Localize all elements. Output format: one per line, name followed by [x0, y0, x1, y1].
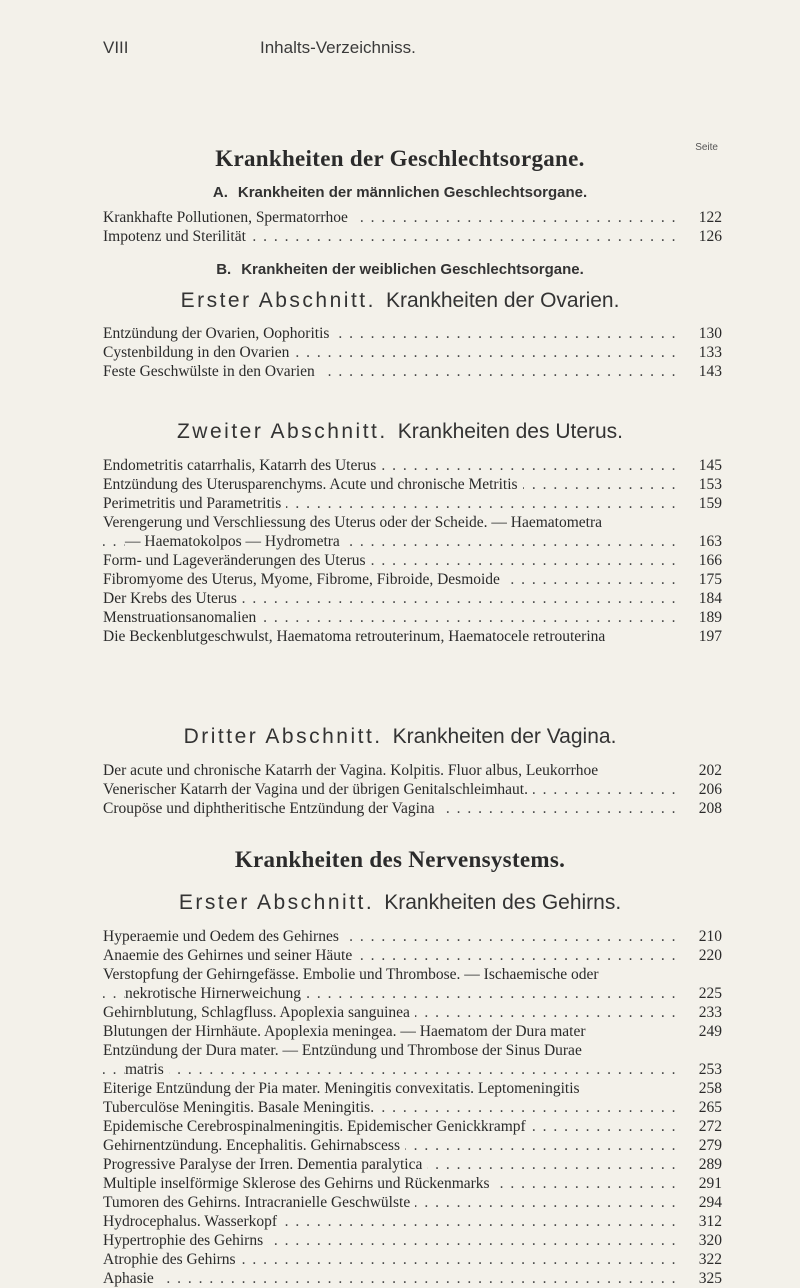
toc-entry: [103, 1250, 722, 1269]
toc-entry-page: 175: [698, 571, 722, 588]
toc-entry-text: Progressive Paralyse der Irren. Dementia paralytica: [103, 1156, 427, 1173]
toc-entry: [103, 608, 722, 627]
toc-entry-page: 220: [698, 947, 722, 964]
toc-entry-page: 206: [698, 781, 722, 798]
abschnitt-title: Krankheiten der Ovarien.: [385, 289, 620, 312]
toc-entry-text: Anaemie des Gehirnes und seiner Häute: [103, 947, 357, 964]
toc-entry: [103, 1022, 722, 1041]
toc-entry-page: 294: [698, 1194, 722, 1211]
toc-entry-text: Tuberculöse Meningitis. Basale Meningitis.: [103, 1099, 379, 1116]
abschnitt-heading-uterus: [0, 420, 800, 444]
toc-entry: [103, 1117, 722, 1136]
toc-entry-text: Form- und Lageveränderungen des Uterus: [103, 552, 371, 569]
toc-entry-text: Atrophie des Gehirns: [103, 1251, 241, 1268]
toc-entry: [103, 570, 722, 589]
toc-entry-text: Entzündung des Uterusparenchyms. Acute und chronische Metritis: [103, 476, 523, 493]
toc-entry: [103, 1174, 722, 1193]
subheading-b: [0, 261, 800, 278]
toc-entry-page: 253: [698, 1061, 722, 1078]
abschnitt-label: Dritter Abschnitt.: [183, 725, 383, 748]
toc-entry-page: 163: [698, 533, 722, 550]
toc-entry-page: 291: [698, 1175, 722, 1192]
toc-entry-page: 166: [698, 552, 722, 569]
toc-entry: [103, 1041, 722, 1060]
toc-entry: [103, 1212, 722, 1231]
seite-label: Seite: [695, 142, 718, 153]
toc-list-uterus: [103, 456, 722, 646]
toc-entry: [103, 927, 722, 946]
toc-entry-text: Aphasie: [103, 1270, 159, 1287]
toc-entry: [103, 532, 722, 551]
toc-entry-text: Venerischer Katarrh der Vagina und der übrigen Genitalschleimhaut.: [103, 781, 533, 798]
toc-entry: [103, 1079, 722, 1098]
toc-entry-page: 208: [698, 800, 722, 817]
toc-entry-text: Eiterige Entzündung der Pia mater. Meningitis convexitatis. Leptomeningitis: [103, 1080, 585, 1097]
toc-entry-page: 312: [698, 1213, 722, 1230]
toc-entry-page: 122: [698, 209, 722, 226]
toc-entry-text: Multiple inselförmige Sklerose des Gehirns und Rückenmarks: [103, 1175, 495, 1192]
toc-entry-text: Cystenbildung in den Ovarien: [103, 344, 294, 361]
toc-entry-page: 225: [698, 985, 722, 1002]
toc-entry: [103, 343, 722, 362]
toc-entry-page: 153: [698, 476, 722, 493]
abschnitt-title: Krankheiten des Uterus.: [397, 420, 624, 443]
toc-entry-page: 279: [698, 1137, 722, 1154]
toc-entry-text: Hyperaemie und Oedem des Gehirnes: [103, 928, 344, 945]
toc-entry: [103, 324, 722, 343]
toc-entry: [103, 456, 722, 475]
toc-entry: [103, 208, 722, 227]
abschnitt-heading-ovarien: [0, 289, 800, 313]
toc-entry: [103, 1193, 722, 1212]
abschnitt-label: Zweiter Abschnitt.: [176, 420, 388, 443]
toc-entry-text: Feste Geschwülste in den Ovarien: [103, 363, 320, 380]
subheading-a-text: Krankheiten der männlichen Geschlechtsorgane.: [237, 184, 588, 201]
toc-entry-text: Hydrocephalus. Wasserkopf: [103, 1213, 282, 1230]
section-title-nervensystem: Krankheiten des Nervensystems.: [234, 847, 566, 872]
toc-entry-page: 322: [698, 1251, 722, 1268]
toc-entry-page: 289: [698, 1156, 722, 1173]
subheading-a-label: A.: [212, 184, 228, 201]
toc-entry-text: Croupöse und diphtheritische Entzündung der Vagina: [103, 800, 440, 817]
toc-entry-text: Impotenz und Sterilität: [103, 228, 251, 245]
toc-entry-text: Blutungen der Hirnhäute. Apoplexia meningea. — Haematom der Dura mater: [103, 1023, 591, 1040]
toc-entry-text: Verstopfung der Gehirngefässe. Embolie und Thrombose. — Ischaemische oder: [103, 966, 604, 983]
toc-entry-page: 325: [698, 1270, 722, 1287]
toc-entry-page: 189: [698, 609, 722, 626]
toc-entry-page: 126: [698, 228, 722, 245]
toc-entry-text: Fibromyome des Uterus, Myome, Fibrome, Fibroide, Desmoide: [103, 571, 505, 588]
toc-entry: [103, 1155, 722, 1174]
toc-entry-text: Der acute und chronische Katarrh der Vagina. Kolpitis. Fluor albus, Leukorrhoe: [103, 762, 603, 779]
abschnitt-title: Krankheiten der Vagina.: [392, 725, 617, 748]
toc-entry: [103, 1003, 722, 1022]
toc-entry: [103, 1269, 722, 1288]
toc-list-gehirn: [103, 927, 722, 1288]
toc-entry-text: Tumoren des Gehirns. Intracranielle Geschwülste: [103, 1194, 415, 1211]
toc-entry-text: Die Beckenblutgeschwulst, Haematoma retrouterinum, Haematocele retrouterina: [103, 628, 610, 645]
toc-entry-page: 197: [698, 628, 722, 645]
toc-list-ovarien: [103, 324, 722, 381]
toc-entry-page: 143: [698, 363, 722, 380]
toc-list-a: [103, 208, 722, 246]
toc-entry-text: Gehirnentzündung. Encephalitis. Gehirnabscess: [103, 1137, 405, 1154]
toc-list-vagina: [103, 761, 722, 818]
toc-entry-page: 265: [698, 1099, 722, 1116]
toc-entry-text: Gehirnblutung, Schlagfluss. Apoplexia sanguinea: [103, 1004, 415, 1021]
toc-entry-page: 272: [698, 1118, 722, 1135]
toc-entry: [103, 551, 722, 570]
toc-entry-text: Hypertrophie des Gehirns: [103, 1232, 268, 1249]
toc-entry: [103, 362, 722, 381]
toc-entry-page: 159: [698, 495, 722, 512]
toc-entry: [103, 513, 722, 532]
toc-entry-text: Perimetritis und Parametritis: [103, 495, 286, 512]
toc-entry-text: nekrotische Hirnerweichung: [125, 985, 306, 1002]
toc-entry: [103, 984, 722, 1003]
subheading-a: [0, 184, 800, 201]
toc-entry-page: 133: [698, 344, 722, 361]
toc-entry-text: Verengerung und Verschliessung des Uterus oder der Scheide. — Haematometra: [103, 514, 607, 531]
toc-entry-text: Menstruationsanomalien: [103, 609, 261, 626]
subheading-b-label: B.: [216, 261, 232, 278]
abschnitt-heading-gehirn: [0, 891, 800, 915]
abschnitt-label: Erster Abschnitt.: [178, 891, 375, 914]
toc-entry-text: Endometritis catarrhalis, Katarrh des Uterus: [103, 457, 381, 474]
toc-entry-text: — Haematokolpos — Hydrometra: [125, 533, 345, 550]
toc-entry-page: 184: [698, 590, 722, 607]
toc-entry: [103, 589, 722, 608]
running-title: Inhalts-Verzeichniss.: [260, 38, 416, 57]
abschnitt-heading-vagina: [0, 725, 800, 749]
page-number: VIII: [103, 38, 129, 57]
toc-entry-text: Krankhafte Pollutionen, Spermatorrhoe: [103, 209, 353, 226]
toc-entry: [103, 475, 722, 494]
toc-entry-text: Entzündung der Ovarien, Oophoritis: [103, 325, 334, 342]
toc-entry-page: 258: [698, 1080, 722, 1097]
toc-entry: [103, 965, 722, 984]
toc-entry: [103, 1060, 722, 1079]
subheading-b-text: Krankheiten der weiblichen Geschlechtsorgane.: [241, 261, 584, 278]
toc-entry: [103, 494, 722, 513]
toc-entry: [103, 627, 722, 646]
abschnitt-label: Erster Abschnitt.: [180, 289, 376, 312]
toc-entry-page: 249: [698, 1023, 722, 1040]
toc-entry: [103, 1136, 722, 1155]
toc-entry: [103, 227, 722, 246]
toc-entry: [103, 761, 722, 780]
toc-entry-page: 145: [698, 457, 722, 474]
toc-entry: [103, 799, 722, 818]
toc-entry: [103, 1098, 722, 1117]
toc-entry-page: 233: [698, 1004, 722, 1021]
abschnitt-title: Krankheiten des Gehirns.: [384, 891, 622, 914]
toc-entry-page: 130: [698, 325, 722, 342]
toc-entry-text: Entzündung der Dura mater. — Entzündung und Thrombose der Sinus Durae: [103, 1042, 587, 1059]
toc-entry-text: Epidemische Cerebrospinalmeningitis. Epidemischer Genickkrampf: [103, 1118, 531, 1135]
toc-entry-page: 210: [698, 928, 722, 945]
toc-entry-text: matris: [125, 1061, 169, 1078]
toc-entry: [103, 946, 722, 965]
toc-entry: [103, 780, 722, 799]
section-title-geschlechtsorgane: Krankheiten der Geschlechtsorgane.: [215, 146, 585, 171]
toc-entry-text: Der Krebs des Uterus: [103, 590, 242, 607]
toc-entry-page: 202: [698, 762, 722, 779]
toc-entry: [103, 1231, 722, 1250]
toc-entry-page: 320: [698, 1232, 722, 1249]
